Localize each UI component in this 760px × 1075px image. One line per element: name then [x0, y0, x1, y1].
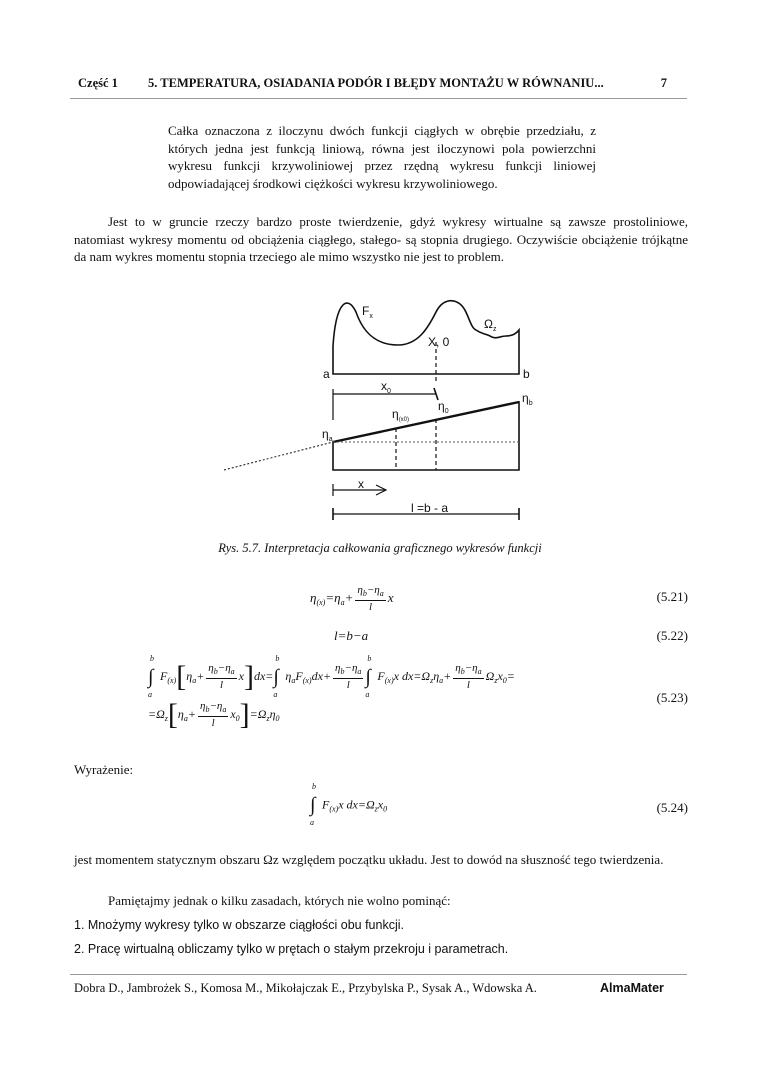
equation-number-5-23: (5.23) — [656, 690, 688, 705]
label-omega: $\Omega_z$ — [484, 317, 497, 333]
footer-rule — [70, 974, 687, 975]
figure-5-7 — [0, 290, 760, 530]
equation-number-5-24: (5.24) — [656, 800, 688, 815]
equation-5-24: ∫ b a $F_{(x)}x$ $dx=\Omega_zx_0$ — [310, 782, 388, 827]
equation-5-23-line2: $=\Omega_z[\eta_a+$ $\frac{\eta_b-\eta_a}{l}$ $x_0]=\Omega_z\eta_0$ — [148, 698, 280, 731]
label-a: a — [323, 367, 330, 381]
equation-5-23-line1: ∫ b a $F_{(x)}[\eta_a+$ $\frac{\eta_b-\eta_a}{l}$ x]dx=∫ b a $\eta_aF_{(x)}dx+$ $\frac{\eta_b-\eta_a}{l}$ ∫ b a $F_{(x)}x$ $dx=\Omega_z\eta_a+$ $\frac{\eta_b-\eta_a}{l}$ $\Omega_zx_0=$ — [148, 653, 515, 699]
footer-publisher: AlmaMater — [600, 981, 664, 995]
linear-diagram-top — [333, 402, 519, 442]
header-rule — [70, 98, 687, 99]
equation-5-22: l=b−a — [334, 628, 369, 643]
footer-authors: Dobra D., Jambrożek S., Komosa M., Mikołajczak E., Przybylska P., Sysak A., Wdowska A. — [74, 981, 537, 995]
header-part: Część 1 — [78, 76, 118, 90]
paragraph-2: jest momentem statycznym obszaru Ωz względem początku układu. Jest to dowód na słuszność tego twierdzenia. — [74, 852, 664, 867]
header-chapter: 5. TEMPERATURA, OSIADANIA PODÓR I BŁĘDY MONTAŻU W RÓWNANIU... — [148, 76, 604, 90]
header-page-number: 7 — [660, 76, 667, 90]
paragraph-1-text: Jest to w gruncie rzeczy bardzo proste twierdzenie, gdyż wykresy wirtualne są zawsze prostoliniowe, natomiast wykresy momentu od obciążenia ciągłego, stałego- są stopnia drugiego. Oczywiście obciążenie trójkątne da nam wykres momentu stopnia trzeciego ale mimo wszystko nie jest to problem. — [74, 214, 688, 264]
equation-number-5-22: (5.22) — [656, 628, 688, 643]
list-item-2: 2. Pracę wirtualną obliczamy tylko w prętach o stałym przekroju i parametrach. — [74, 942, 509, 956]
list-item-1: 1. Mnożymy wykresy tylko w obszarze ciągłości obu funkcji. — [74, 918, 404, 932]
label-eta-x0: $\eta_{(x0)}$ — [392, 407, 410, 423]
figure-caption: Rys. 5.7. Interpretacja całkowania graficznego wykresów funkcji — [218, 541, 542, 555]
label-x0: $x_0$ — [381, 379, 391, 395]
equation-number-5-21: (5.21) — [656, 589, 688, 604]
paragraph-1 — [74, 213, 688, 266]
equation-5-21: $\eta_{(x)}=\eta_a+$ $\frac{\eta_b-\eta_a}{l}$ x — [310, 584, 394, 613]
label-fx: $F_x$ — [362, 304, 373, 320]
label-x: x — [358, 477, 364, 491]
running-header — [70, 76, 687, 96]
label-x0-point: X, 0 — [428, 335, 450, 349]
theorem-text: Całka oznaczona z iloczynu dwóch funkcji ciągłych w obrębie przedziału, z których jedna jest funkcją liniową, równa jest iloczynowi pola powierzchni wykresu funkcji krzywoliniowej przez rzędną wykresu funkcji liniowej odpowiadającej środkowi ciężkości wykresu krzywoliniowego. — [168, 123, 596, 191]
label-l: l =b - a — [411, 501, 449, 515]
label-eta-a: $\eta_a$ — [322, 427, 333, 443]
label-eta-0: $\eta_0$ — [438, 399, 449, 415]
paragraph-3: Pamiętajmy jednak o kilku zasadach, których nie wolno pominąć: — [108, 893, 451, 908]
curve-fx — [333, 301, 519, 374]
label-b: b — [523, 367, 530, 381]
extension-line — [224, 442, 333, 470]
label-eta-b: $\eta_b$ — [522, 391, 533, 407]
expression-label: Wyrażenie: — [74, 762, 134, 777]
